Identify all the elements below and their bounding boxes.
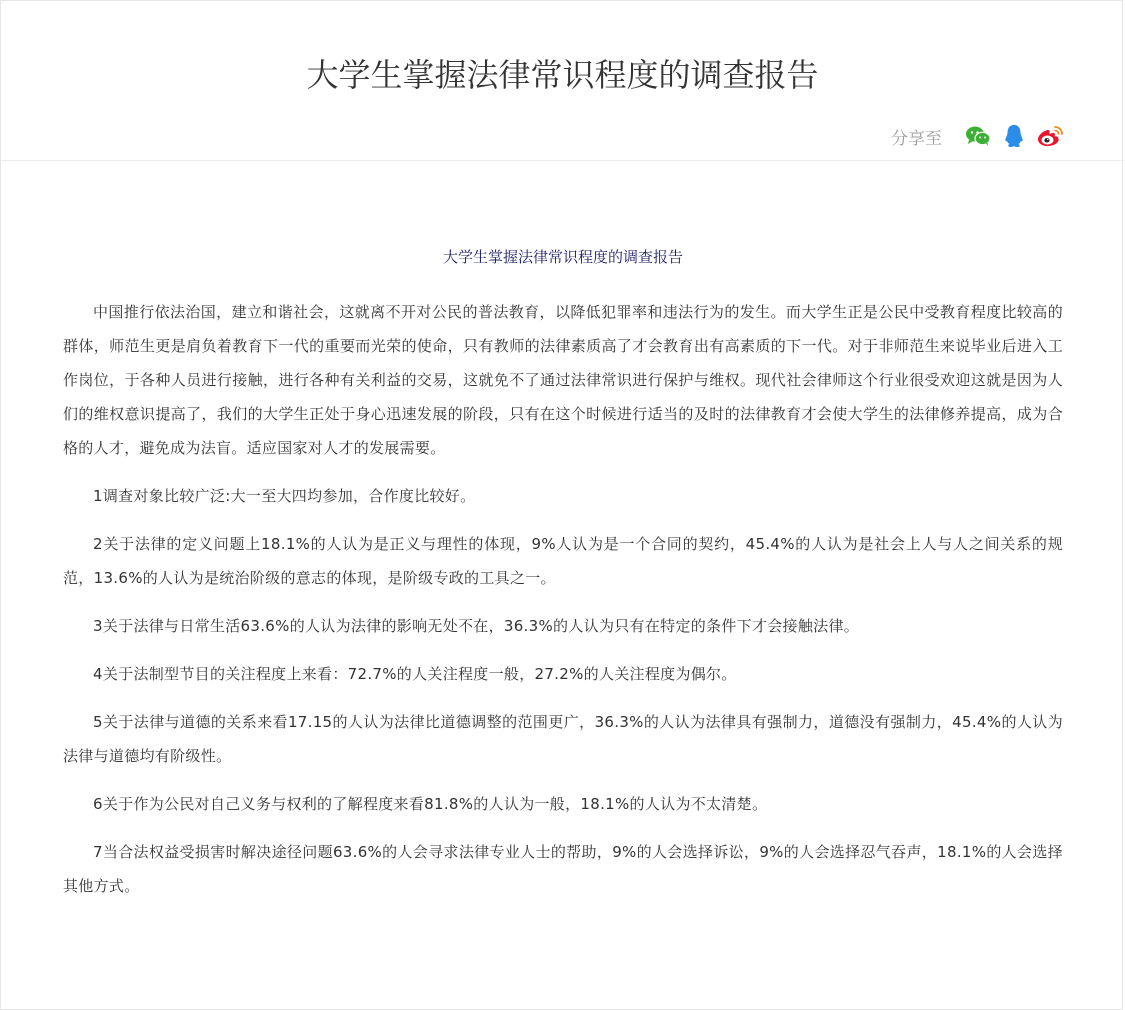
paragraph-item-4: 4关于法制型节目的关注程度上来看：72.7%的人关注程度一般，27.2%的人关注程度为偶尔。 [93, 665, 737, 683]
paragraph-intro: 中国推行依法治国，建立和谐社会，这就离不开对公民的普法教育，以降低犯罪率和违法行为的发生。而大学生正是公民中受教育程度比较高的群体，师范生更是肩负着教育下一代的重要而光荣的使命，只有教师的法律素质高了才会教育出有高素质的下一代。对于非师范生来说毕业后进入工作岗位，于各种人员进行接触，进行各种有关利益的交易，这就免不了通过法律常识进行保护与维权。现代社会律师这个行业很受欢迎这就是因为人们的维权意识提高了，我们的大学生正处于身心迅速发展的阶段，只有在这个时候进行适当的及时的法律教育才会使大学生的法律修养提高，成为合格的人才，避免成为法盲。适应国家对人才的发展需要。 [63, 303, 1063, 457]
article-heading: 大学生掌握法律常识程度的调查报告 [442, 248, 683, 266]
weibo-icon[interactable] [1036, 122, 1064, 150]
page-header [1, 1, 1124, 161]
paragraph-item-2: 2关于法律的定义问题上18.1%的人认为是正义与理性的体现，9%人认为是一个合同的契约，45.4%的人认为是社会上人与人之间关系的规范，13.6%的人认为是统治阶级的意志的体现，是阶级专政的工具之一。 [63, 535, 1063, 587]
paragraph-item-3: 3关于法律与日常生活63.6%的人认为法律的影响无处不在，36.3%的人认为只有在特定的条件下才会接触法律。 [93, 617, 860, 635]
paragraph-item-6: 6关于作为公民对自己义务与权利的了解程度来看81.8%的人认为一般，18.1%的人认为不太清楚。 [93, 795, 768, 813]
qq-icon[interactable] [1000, 122, 1028, 150]
page-title: 大学生掌握法律常识程度的调查报告 [306, 56, 819, 94]
share-bar [891, 121, 1064, 151]
paragraph-item-5: 5关于法律与道德的关系来看17.15的人认为法律比道德调整的范围更广，36.3%的人认为法律具有强制力，道德没有强制力，45.4%的人认为法律与道德均有阶级性。 [63, 713, 1063, 765]
paragraph-item-1: 1调查对象比较广泛:大一至大四均参加，合作度比较好。 [93, 487, 476, 505]
wechat-icon[interactable] [964, 122, 992, 150]
share-label: 分享至 [891, 128, 942, 149]
article-body [63, 237, 1063, 917]
paragraph-item-7: 7当合法权益受损害时解决途径问题63.6%的人会寻求法律专业人士的帮助，9%的人会选择诉讼，9%的人会选择忍气吞声，18.1%的人会选择其他方式。 [63, 843, 1063, 895]
